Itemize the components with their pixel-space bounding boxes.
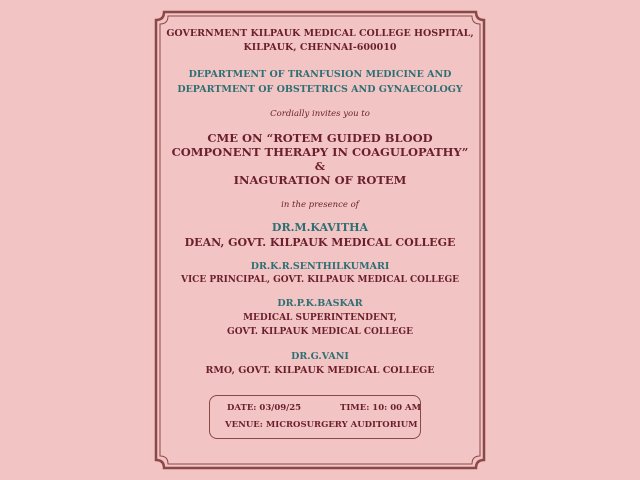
invitation-card	[150, 6, 490, 474]
event-title-line-4: INAGURATION OF ROTEM	[233, 173, 407, 187]
hospital-name: GOVERNMENT KILPAUK MEDICAL COLLEGE HOSPITAL,	[166, 28, 474, 39]
guest-title: MEDICAL SUPERINTENDENT,	[243, 313, 397, 323]
event-title-line-1: CME ON “ROTEM GUIDED BLOOD	[207, 131, 433, 145]
guest-name: DR.P.K.BASKAR	[277, 298, 363, 309]
guest-name: DR.M.KAVITHA	[271, 221, 369, 234]
department-line-1: DEPARTMENT OF TRANFUSION MEDICINE AND	[188, 69, 452, 80]
hospital-address: KILPAUK, CHENNAI-600010	[243, 42, 397, 53]
event-ampersand: &	[314, 159, 326, 173]
event-date: DATE: 03/09/25	[227, 403, 302, 413]
guest-title: DEAN, GOVT. KILPAUK MEDICAL COLLEGE	[184, 236, 456, 249]
event-details-box	[209, 395, 421, 439]
guest-title: GOVT. KILPAUK MEDICAL COLLEGE	[227, 327, 413, 337]
invite-text: Cordially invites you to	[270, 109, 370, 119]
guest-name: DR.G.VANI	[291, 351, 349, 362]
guest-title: VICE PRINCIPAL, GOVT. KILPAUK MEDICAL COLLEGE	[180, 275, 460, 285]
department-line-2: DEPARTMENT OF OBSTETRICS AND GYNAECOLOGY	[177, 84, 463, 95]
event-venue: VENUE: MICROSURGERY AUDITORIUM	[225, 420, 418, 430]
guest-name: DR.K.R.SENTHILKUMARI	[250, 261, 390, 272]
presence-text: in the presence of	[281, 200, 359, 210]
guest-title: RMO, GOVT. KILPAUK MEDICAL COLLEGE	[205, 365, 435, 376]
event-time: TIME: 10: 00 AM	[340, 403, 422, 413]
event-title-line-2: COMPONENT THERAPY IN COAGULOPATHY”	[171, 145, 469, 159]
